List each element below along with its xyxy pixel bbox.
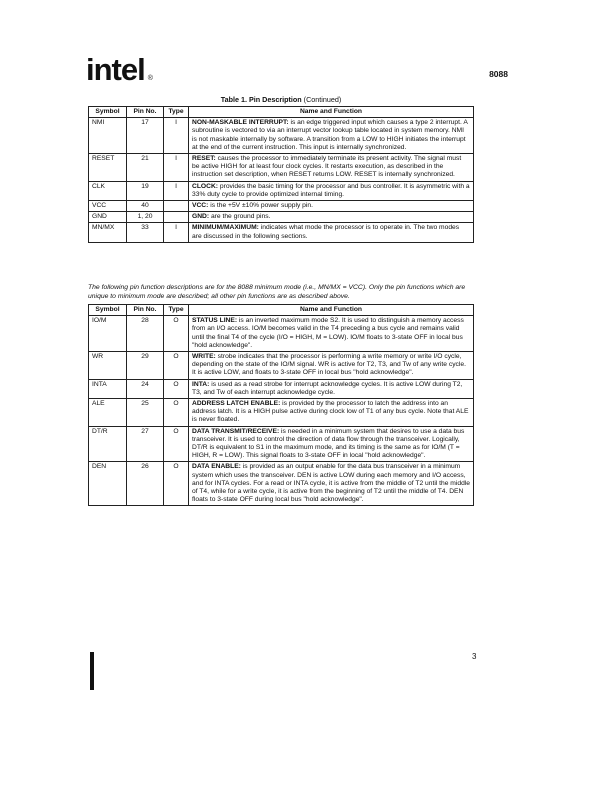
function-name: DATA TRANSMIT/RECEIVE: (192, 427, 280, 435)
function-description: is the +5V ±10% power supply pin. (208, 202, 313, 210)
table-row (89, 201, 474, 212)
table-row (89, 181, 474, 200)
function-cell (189, 223, 474, 242)
symbol-cell: MN/MX (89, 223, 127, 242)
function-cell (189, 118, 474, 154)
function-cell (189, 212, 474, 223)
minimum-mode-pin-table (88, 304, 474, 506)
pin-number-cell: 40 (127, 201, 164, 212)
symbol-cell: GND (89, 212, 127, 223)
function-description: causes the processor to immediately terminate its present activity. The signal must be active HIGH for at least four clock cycles. It restarts execution, as described in the instruction set description, when RESET returns LOW. RESET is internally synchronized. (192, 155, 462, 179)
table-row (89, 352, 474, 380)
pin-number-cell: 28 (127, 316, 164, 352)
symbol-cell: CLK (89, 181, 127, 200)
minimum-mode-intro: The following pin function descriptions are for the 8088 minimum mode (i.e., MN/MX = VCC). Only the pin functions which are unique to minimum mode are described; all other pin functions are as described above. (88, 284, 466, 300)
function-description: provides the basic timing for the processor and bus controller. It is asymmetric with a 33% duty cycle to provide optimized internal timing. (192, 182, 470, 198)
symbol-cell: IO/M (89, 316, 127, 352)
symbol-cell: INTA (89, 379, 127, 398)
function-cell (189, 201, 474, 212)
pin-number-cell: 27 (127, 426, 164, 462)
page-number: 3 (472, 652, 477, 661)
function-name: GND: (192, 213, 210, 221)
function-description: indicates what mode the processor is to operate in. The two modes are discussed in the following sections. (192, 224, 460, 240)
table-row (89, 379, 474, 398)
function-cell (189, 379, 474, 398)
function-cell (189, 352, 474, 380)
pin-number-cell: 25 (127, 399, 164, 427)
function-name: ADDRESS LATCH ENABLE: (192, 400, 281, 408)
table-row (89, 154, 474, 182)
type-cell (164, 212, 189, 223)
symbol-cell: RESET (89, 154, 127, 182)
function-name: INTA: (192, 380, 210, 388)
revision-bar (90, 652, 94, 690)
type-cell: I (164, 223, 189, 242)
col-type: Type (164, 107, 189, 118)
pin-number-cell: 29 (127, 352, 164, 380)
table-row (89, 426, 474, 462)
table-caption: Table 1. Pin Description (Continued) (220, 95, 342, 104)
function-name: WRITE: (192, 353, 216, 361)
table-header-row (89, 305, 474, 316)
function-description: is used as a read strobe for interrupt acknowledge cycles. It is active LOW during T2, T3, and Tw of each interrupt acknowledge cycle. (192, 380, 463, 396)
col-symbol: Symbol (89, 107, 127, 118)
table-row (89, 223, 474, 242)
function-name: STATUS LINE: (192, 317, 238, 325)
col-name-function: Name and Function (189, 107, 474, 118)
function-cell (189, 426, 474, 462)
type-cell: I (164, 154, 189, 182)
symbol-cell: DT/R (89, 426, 127, 462)
pin-number-cell: 24 (127, 379, 164, 398)
table-row (89, 212, 474, 223)
function-description: is provided as an output enable for the data bus transceiver in a minimum system which uses the transceiver. DEN is active LOW during each memory and I/O access, and for INTA cycles. For a read or INTA cycle, it is active from the middle of T2 until the middle of T4, while for a write cycle, it is active from the beginning of T2 until the middle of T4. DEN floats to 3-state OFF during local bus "hold acknowledge". (192, 463, 471, 504)
function-description: is needed in a minimum system that desires to use a data bus transceiver. It is used to control the direction of data flow through the transceiver. Logically, DT/R is equivalent to S1 in the maximum mode, and its timing is the same as for IO/M (T = HIGH, R = LOW). This signal floats to 3-state OFF in local "hold acknowledge". (192, 427, 465, 460)
function-name: DATA ENABLE: (192, 463, 241, 471)
registered-mark: ® (147, 75, 153, 82)
table-row (89, 118, 474, 154)
symbol-cell: ALE (89, 399, 127, 427)
function-cell (189, 154, 474, 182)
type-cell: O (164, 426, 189, 462)
col-symbol: Symbol (89, 305, 127, 316)
table-header-row (89, 107, 474, 118)
table-row (89, 462, 474, 506)
function-description: is an edge triggered input which causes a type 2 interrupt. A subroutine is vectored to via an interrupt vector lookup table located in system memory. NMI is not maskable internally by software. A transition from a LOW to HIGH initiates the interrupt at the end of the current instruction. This input is internally synchronized. (192, 119, 468, 151)
type-cell: O (164, 462, 189, 506)
symbol-cell: VCC (89, 201, 127, 212)
type-cell: O (164, 379, 189, 398)
function-description: strobe indicates that the processor is performing a write memory or write I/O cycle, depending on the state of the IO/M signal. WR is active for T2, T3, and Tw of any write cycle. It is active LOW, and floats to 3-state OFF in local bus "hold acknowledge". (192, 353, 466, 377)
pin-number-cell: 1, 20 (127, 212, 164, 223)
col-pin-no: Pin No. (127, 107, 164, 118)
function-name: VCC: (192, 202, 209, 210)
type-cell: I (164, 118, 189, 154)
pin-number-cell: 21 (127, 154, 164, 182)
intel-logo: intel ® (86, 52, 153, 87)
pin-number-cell: 33 (127, 223, 164, 242)
col-pin-no: Pin No. (127, 305, 164, 316)
function-description: is provided by the processor to latch the address into an address latch. It is a HIGH pulse active during clock low of T1 of any bus cycle. Note that ALE is never floated. (192, 400, 469, 424)
table-row (89, 399, 474, 427)
type-cell: O (164, 399, 189, 427)
function-description: is an inverted maximum mode S2. It is used to distinguish a memory access from an I/O access. IO/M becomes valid in the T4 preceding a bus cycle and remains valid until the final T4 of the cycle (I/O = HIGH, M = LOW). IO/M floats to 3-state OFF in local bus "hold acknowledge". (192, 317, 464, 349)
symbol-cell: NMI (89, 118, 127, 154)
pin-description-table (88, 106, 474, 243)
type-cell (164, 201, 189, 212)
type-cell: I (164, 181, 189, 200)
function-name: RESET: (192, 155, 216, 163)
function-name: CLOCK: (192, 182, 219, 190)
type-cell: O (164, 316, 189, 352)
function-cell (189, 462, 474, 506)
function-name: MINIMUM/MAXIMUM: (192, 224, 259, 232)
symbol-cell: WR (89, 352, 127, 380)
function-description: are the ground pins. (209, 213, 271, 221)
table-row (89, 316, 474, 352)
function-cell (189, 181, 474, 200)
function-name: NON-MASKABLE INTERRUPT: (192, 119, 289, 127)
part-number: 8088 (489, 69, 508, 79)
function-cell (189, 399, 474, 427)
pin-number-cell: 19 (127, 181, 164, 200)
pin-number-cell: 26 (127, 462, 164, 506)
type-cell: O (164, 352, 189, 380)
col-name-function: Name and Function (189, 305, 474, 316)
pin-number-cell: 17 (127, 118, 164, 154)
symbol-cell: DEN (89, 462, 127, 506)
col-type: Type (164, 305, 189, 316)
function-cell (189, 316, 474, 352)
